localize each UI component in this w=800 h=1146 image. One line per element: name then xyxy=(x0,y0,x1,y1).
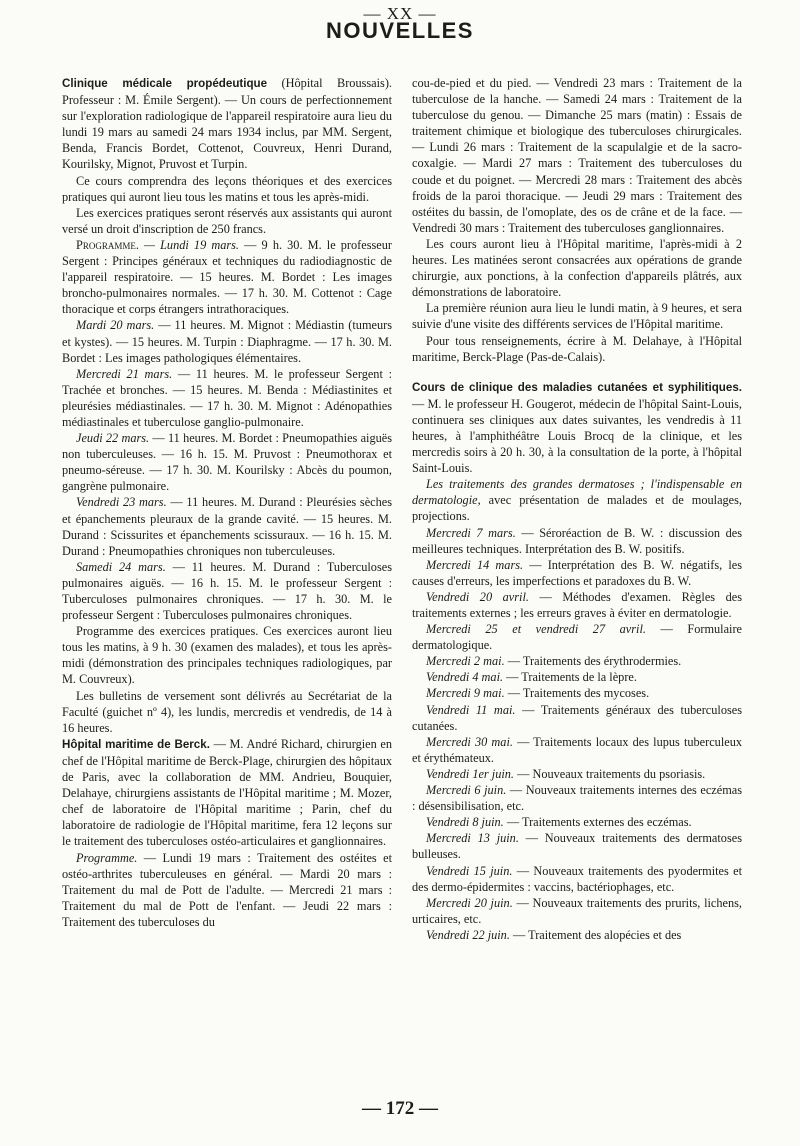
cours-lieu-paragraph: Les cours auront lieu à l'Hôpital maritime, l'après-midi à 2 heures. Les matinées seront consacrées aux opérations de grande chirurgie, aux ponctions, à la confection d'appareils plâtrés, aux démonstrations de laboratoire. xyxy=(412,236,742,300)
mercredi-paragraph xyxy=(62,366,392,430)
left-column xyxy=(62,75,392,930)
berck-programme-text: — Lundi 19 mars : Traitement des ostéites et ostéo-arthrites tuberculeuses en général. — Mardi 20 mars : Traitement du mal de Pott de l'adulte. — Mercredi 21 mars : Traitement du mal de Pott de l'enfant. — Jeudi 22 mars : Traitement des tuberculoses du xyxy=(62,850,392,929)
session-item xyxy=(412,525,742,557)
exercices-pratiques-paragraph: Programme des exercices pratiques. Ces exercices auront lieu tous les matins, à 9 h. 30 (examen des malades), et tous les après-midi (démonstration des principales techniques radiologiques, par M. Couvreux). xyxy=(62,624,392,687)
dermatology-paragraph xyxy=(412,379,742,477)
session-day: Vendredi 1er juin. xyxy=(426,766,514,781)
mardi-day: Mardi 20 mars. xyxy=(76,318,155,333)
cours-paragraph: Ce cours comprendra des leçons théoriques et des exercices pratiques qui auront lieu tous les matins et tous les après-midi. xyxy=(62,173,392,204)
session-text: — Traitements des érythrodermies. xyxy=(504,654,682,669)
berck-continuation: cou-de-pied et du pied. — Vendredi 23 mars : Traitement de la tuberculose de la hanche. — Samedi 24 mars : Traitement de la tuberculose du genou. — Dimanche 25 mars (matin) : Essais de traitement chimique et biologique des tuberculoses chirurgicales. — Lundi 26 mars : Traitement de la scapulalgie et de la sacro-coxalgie. — Mardi 27 mars : Traitement des tuberculoses du coude et du poignet. — Mercredi 28 mars : Traitement des abcès froids de la paroi thoracique. — Jeudi 29 mars : Traitement des ostéites du bassin, de l'omoplate, des os de crâne et de la face. — Vendredi 30 mars : Traitement des tuberculoses ganglionnaires. xyxy=(412,76,742,235)
session-item xyxy=(412,734,742,766)
session-text: — Traitements locaux des lupus tuberculeux et érythémateux. xyxy=(412,734,742,765)
mardi-paragraph xyxy=(62,317,392,365)
session-item xyxy=(412,702,742,734)
samedi-day: Samedi 24 mars. xyxy=(76,559,166,574)
session-day: Vendredi 4 mai. xyxy=(426,670,504,685)
session-item xyxy=(412,766,742,782)
page-title: NOUVELLES xyxy=(326,18,474,43)
session-item xyxy=(412,685,742,701)
session-day: Mercredi 20 juin. xyxy=(426,895,513,910)
session-text: — Traitements externes des eczémas. xyxy=(503,815,692,830)
session-day: Mercredi 9 mai. xyxy=(426,686,505,701)
premiere-reunion-paragraph: La première réunion aura lieu le lundi matin, à 9 heures, et sera suivie d'une visite des différents services de l'Hôpital maritime. xyxy=(412,301,742,332)
vendredi-day: Vendredi 23 mars. xyxy=(76,495,167,510)
programme-day: — Lundi 19 mars. xyxy=(138,237,240,252)
jeudi-paragraph xyxy=(62,430,392,494)
mercredi-day: Mercredi 21 mars. xyxy=(76,366,173,381)
dermatology-topic-paragraph xyxy=(412,476,742,524)
session-item xyxy=(412,830,742,862)
mercredi-text: — 11 heures. M. le professeur Sergent : Trachée et bronches. — 15 heures. M. Benda : Médiastinites et pleurésies médiastinales. — 17 h. 30. M. Mignot : Adénopathies médiastinales et tuberculose ganglio-pulmonaire. xyxy=(62,366,392,429)
page-roman-numeral: — XX — xyxy=(363,4,437,23)
samedi-paragraph xyxy=(62,559,392,623)
session-item xyxy=(412,669,742,685)
session-item xyxy=(412,621,742,653)
jeudi-day: Jeudi 22 mars. xyxy=(76,431,150,446)
programme-text: — 9 h. 30. M. le professeur Sergent : Principes généraux et techniques du radiodiagnostic de l'appareil respiratoire. — 15 heures. M. Bordet : Les images broncho-pulmonaires normales. — 17 h. 30. M. Cottenot : Cage thoracique et corps étrangers intrathoraciques. xyxy=(62,237,392,317)
berck-paragraph xyxy=(62,736,392,850)
session-day: Mercredi 2 mai. xyxy=(426,654,505,669)
session-text: — Traitement des alopécies et des xyxy=(509,927,682,942)
session-text: — Nouveaux traitements des pyodermites et des dermo-épidermites : vaccins, bactériophages, etc. xyxy=(412,863,742,894)
session-day: Mercredi 6 juin. xyxy=(426,783,507,798)
session-item xyxy=(412,557,742,589)
dermatology-topic-rest: avec présentation de malades et de moulages, projections. xyxy=(412,493,742,524)
session-text: — Traitements des mycoses. xyxy=(504,686,650,701)
session-day: Vendredi 11 mai. xyxy=(426,702,516,717)
session-day: Vendredi 22 juin. xyxy=(426,927,510,942)
session-text: — Méthodes d'examen. Règles des traitements externes ; les erreurs graves à éviter en dermatologie. xyxy=(412,589,743,620)
dermatology-title: Cours de clinique des maladies cutanées et syphilitiques. xyxy=(412,380,742,394)
session-text: — Nouveaux traitements des prurits, lichens, urticaires, etc. xyxy=(412,895,742,926)
session-text: — Séroréaction de B. W. : discussion des meilleures techniques. Interprétation des B. W. positifs. xyxy=(412,525,743,556)
berck-programme-label: Programme. xyxy=(76,850,138,865)
programme-paragraph xyxy=(62,237,392,317)
dermatology-topic: Les traitements des grandes dermatoses ; l'indispensable en dermatologie, xyxy=(412,477,742,508)
session-item xyxy=(412,895,742,927)
session-text: — Traitements généraux des tuberculoses cutanées. xyxy=(412,702,742,733)
session-text: — Interprétation des B. W. négatifs, les causes d'erreurs, les imperfections et paradoxes du B. W. xyxy=(412,557,742,588)
session-day: Mercredi 25 et vendredi 27 avril. xyxy=(426,622,646,637)
session-item xyxy=(412,927,742,943)
session-day: Mercredi 13 juin. xyxy=(426,831,519,846)
jeudi-text: — 11 heures. M. Bordet : Pneumopathies aiguës non tuberculeuses. — 16 h. 15. M. Pruvost : Pneumothorax et pneumo-séreuse. — 17 h. 30. M. Kourilsky : Abcès du poumon, gangrène pulmonaire. xyxy=(62,431,392,494)
right-column xyxy=(412,75,742,943)
berck-programme-paragraph xyxy=(62,850,392,930)
vendredi-paragraph xyxy=(62,494,392,558)
dermatology-text: — M. le professeur H. Gougerot, médecin de l'hôpital Saint-Louis, continuera ses cliniques aux dates suivantes, les vendredis à 11 heures, à l'amphithéâtre Louis Brocq de la clinique, et les mercredis soirs à 20 h. 30, à la consultation de la porte, à l'hôpital Saint-Louis. xyxy=(412,396,742,476)
session-day: Mercredi 14 mars. xyxy=(426,557,524,572)
session-item xyxy=(412,863,742,895)
session-item xyxy=(412,814,742,830)
session-item xyxy=(412,653,742,669)
session-text: — Formulaire dermatologique. xyxy=(412,622,742,653)
berck-text: — M. André Richard, chirurgien en chef de l'Hôpital maritime de Berck-Plage, chirurgien des hôpitaux de Paris, avec la collaboration de MM. Andrieu, Bouquier, Delahaye, chirurgiens assistants de l'Hôpital maritime ; M. Mozer, chef de laboratoire de l'Hôpital maritime ; Parin, chef du laboratoire de radiologie de l'Hôpital maritime, fera 12 leçons sur le traitement des tuberculoses ostéo-articulaires et ganglionnaires. xyxy=(62,736,392,849)
mardi-text: — 11 heures. M. Mignot : Médiastin (tumeurs et kystes). — 15 heures. M. Turpin : Diaphragme. — 17 h. 30. M. Bordet : Les images pathologiques élémentaires. xyxy=(62,318,393,365)
renseignements-paragraph: Pour tous renseignements, écrire à M. Delahaye, à l'Hôpital maritime, Berck-Plage (Pas-de-Calais). xyxy=(412,333,742,364)
programme-label: Programme. xyxy=(76,237,139,252)
clinique-title: Clinique médicale propédeutique xyxy=(62,77,268,90)
page-number: — 172 — xyxy=(362,1098,438,1119)
clinique-text: (Hôpital Broussais). Professeur : M. Émile Sergent). — Un cours de perfectionnement sur l'exploration radiologique de l'appareil respiratoire aura lieu du lundi 19 mars au samedi 24 mars 1934 inclus, par MM. Sergent, Benda, Francis Bordet, Cottenot, Couvreux, Henri Durand, Kourilsky, Mignot, Pruvost et Turpin. xyxy=(62,76,392,172)
session-text: — Nouveaux traitements des dermatoses bulleuses. xyxy=(412,831,742,862)
bulletins-paragraph: Les bulletins de versement sont délivrés au Secrétariat de la Faculté (guichet nº 4), les lundis, mercredis et vendredis, de 14 à 16 heures. xyxy=(62,688,392,735)
session-text: — Nouveaux traitements internes des eczémas : désensibilisation, etc. xyxy=(412,783,743,814)
session-item xyxy=(412,589,742,621)
clinique-paragraph xyxy=(62,75,392,173)
session-text: — Nouveaux traitements du psoriasis. xyxy=(514,766,706,781)
samedi-text: — 11 heures. M. Durand : Tuberculoses pulmonaires aiguës. — 16 h. 15. M. le professeur Sergent : Tuberculoses pulmonaires chroniques. — 17 h. 30. M. le professeur Sergent : Tuberculoses pulmonaires chroniques. xyxy=(62,559,392,623)
session-day: Mercredi 7 mars. xyxy=(426,525,516,540)
berck-title: Hôpital maritime de Berck. xyxy=(62,737,210,751)
session-text: — Traitements de la lèpre. xyxy=(503,670,637,685)
session-item xyxy=(412,782,742,814)
session-day: Mercredi 30 mai. xyxy=(426,734,513,749)
session-day: Vendredi 8 juin. xyxy=(426,815,504,830)
exercices-paragraph: Les exercices pratiques seront réservés aux assistants qui auront versé un droit d'inscription de 250 francs. xyxy=(62,205,392,236)
vendredi-text: — 11 heures. M. Durand : Pleurésies sèches et épanchements pleuraux de la grande cavité. — 15 heures. M. Durand : Scissurites et épanchements scissuraux. — 16 h. 15. M. Durand : Pneumopathies chroniques non tuberculeuses. xyxy=(62,495,393,558)
session-day: Vendredi 20 avril. xyxy=(426,589,529,604)
session-day: Vendredi 15 juin. xyxy=(426,863,513,878)
